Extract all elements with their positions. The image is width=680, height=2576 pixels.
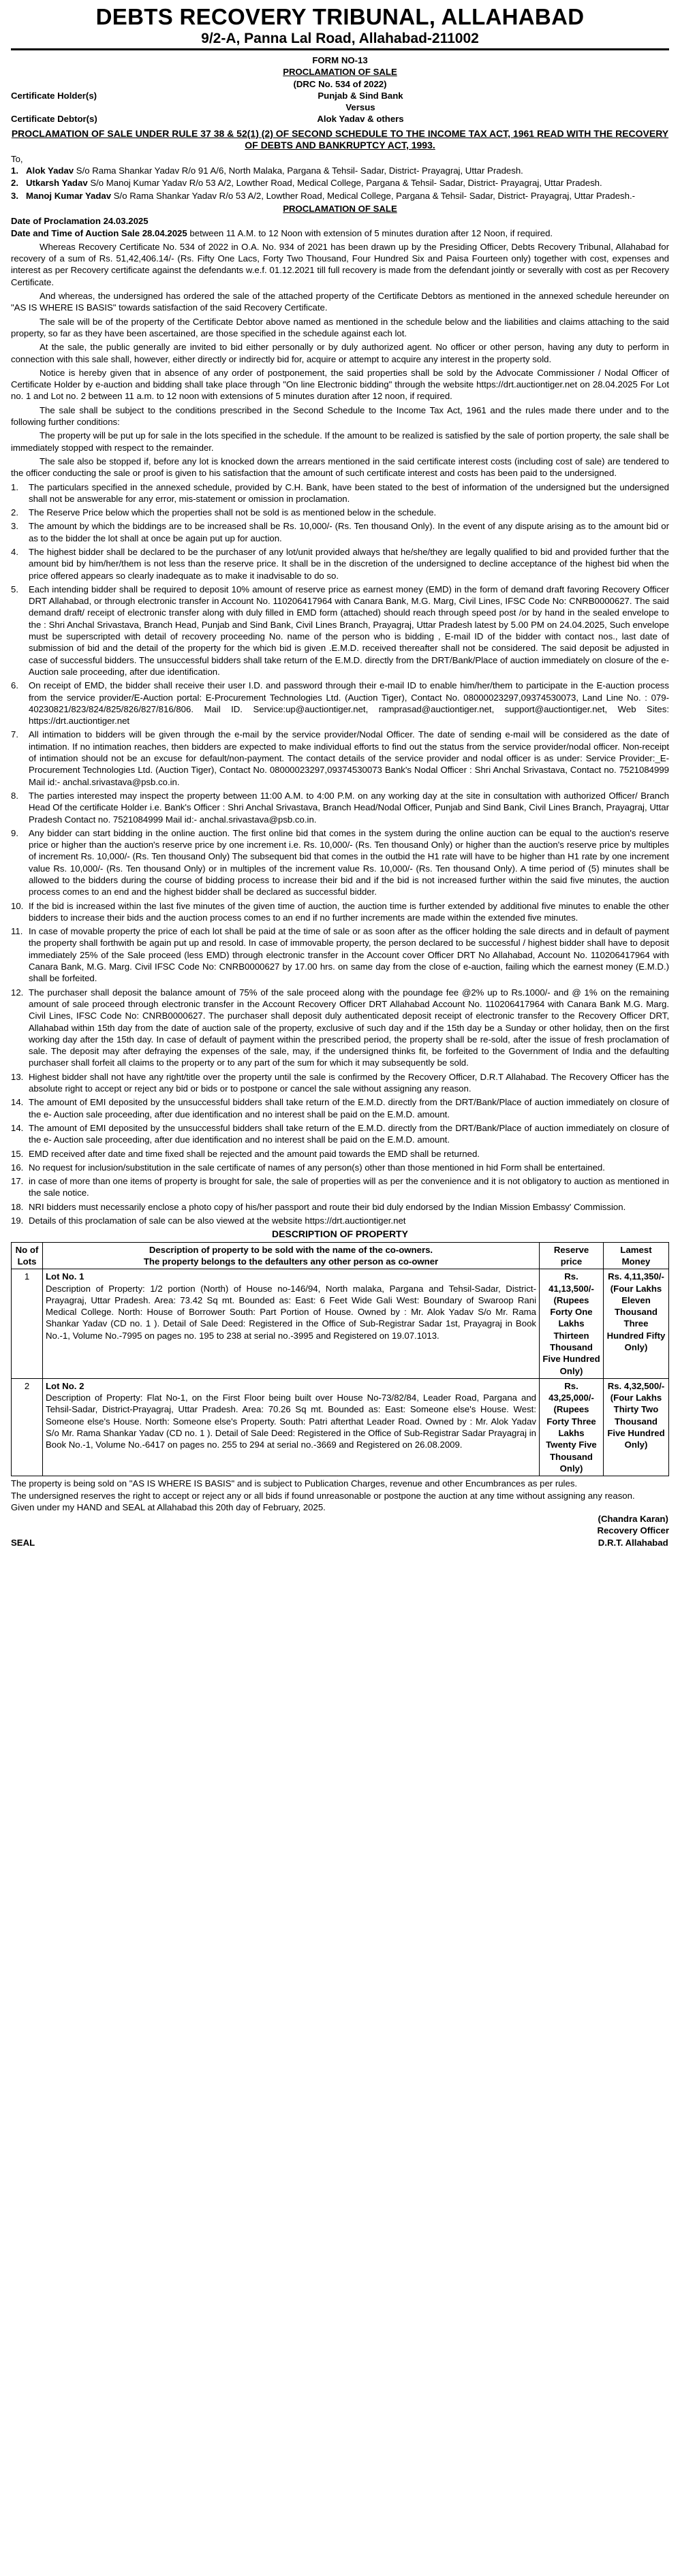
main-heading: PROCLAMATION OF SALE UNDER RULE 37 38 & 52(1) (2) OF SECOND SCHEDULE TO THE INCOME TAX ACT, 1961 READ WITH THE RECOVERY OF DEBTS AND BANKRUPTCY ACT, 1993. (11, 127, 669, 151)
term-number: 1. (11, 481, 18, 492)
debtor-item (11, 177, 669, 189)
term-item (11, 1148, 669, 1160)
term-number: 16. (11, 1162, 24, 1173)
term-item (11, 680, 669, 727)
property-table (11, 1242, 669, 1477)
property-table-body (12, 1269, 669, 1476)
date-of-proclamation: Date of Proclamation 24.03.2025 (11, 216, 149, 227)
terms-list (11, 481, 669, 1227)
debtor-name: Alok Yadav (26, 165, 74, 176)
description-header-line2: The property belongs to the defaulters any other person as co-owner (143, 1256, 439, 1267)
term-item (11, 987, 669, 1069)
term-number: 10. (11, 900, 24, 911)
term-text: No request for inclusion/substitution in the sale certificate of names of any person(s) other than those mentioned in hid Form shall be entertained. (29, 1162, 605, 1173)
debtor-details (26, 165, 669, 176)
intro-paragraph: Whereas Recovery Certificate No. 534 of 2022 in O.A. No. 934 of 2021 has been drawn up by the Presiding Officer, Debts Recovery Tribunal, Allahabad for recovery of a sum of Rs. 51,42,406.14/- (Rs. Fifty One Lacs, Forty Two Thousand, Four Hundred Six and Paisa Fourteen only) together with cost, expenses and interest as per Recovery certificate against the defendants w.e.f. 01.12.2021 till full recovery is made from the defendant jointly or severally with cost as per Recovery Certificate. (11, 241, 669, 287)
term-item (11, 790, 669, 825)
debtor-item (11, 165, 669, 176)
term-text: Highest bidder shall not have any right/title over the property until the sale is confirmed by the Recovery Officer, D.R.T Allahabad. The Recovery Officer has the absolute right to accept or reject any bid or bids or to postpone or cancel the sale without assigning any reason. (29, 1071, 669, 1094)
reserve-price: Rs. 43,25,000/- (Rupees Forty Three Lakhs Twenty Five Thousand Only) (540, 1378, 604, 1476)
tribunal-title: DEBTS RECOVERY TRIBUNAL, ALLAHABAD (95, 4, 585, 29)
term-item (11, 1201, 669, 1213)
description-header (43, 1242, 540, 1269)
term-number: 12. (11, 987, 24, 998)
auction-date-line (11, 227, 669, 239)
intro-paragraphs (11, 241, 669, 479)
term-number: 14. (11, 1122, 24, 1133)
versus-text: Versus (345, 102, 375, 113)
term-text: If the bid is increased within the last five minutes of the given time of auction, the auction time is further extended by additional five minutes to enable the other bidders to increase their bids and the auction process comes to an end if no further increments are made within the extended five minutes. (29, 900, 669, 923)
versus-row (11, 101, 669, 113)
signatory-title: Recovery Officer (597, 1525, 669, 1536)
term-item (11, 520, 669, 544)
intro-paragraph: At the sale, the public generally are invited to bid either personally or by duly authorized agent. No officer or other person, having any duty to perform in connection with this sale shall, however, either directly or indirectly bid for, acquire or attempt to acquire any interest in the property sold. (11, 342, 669, 364)
reserve-price: Rs. 41,13,500/- (Rupees Forty One Lakhs Thirteen Thousand Five Hundred Only) (540, 1269, 604, 1379)
lot-header: No of Lots (12, 1242, 43, 1269)
reserve-header: Reserve price (540, 1242, 604, 1269)
term-item (11, 1122, 669, 1146)
term-number: 2. (11, 507, 18, 518)
signatory-office: D.R.T. Allahabad (598, 1537, 668, 1548)
debtors-list (11, 165, 669, 202)
term-number: 19. (11, 1215, 24, 1226)
closing-note-3: Given under my HAND and SEAL at Allahabad this 20th day of February, 2025. (11, 1501, 326, 1512)
parties-block (11, 90, 669, 125)
term-item (11, 900, 669, 924)
property-details: Description of Property: 1/2 portion (North) of House no-146/94, North malaka, Pargana and Tehsil-Sadar, District- Prayagraj, Uttar Pradesh. Area: 73.42 Sq mt. Bounded as: East: 6 Feet Wide Gali West: Boundary of Swaroop Rani Medical College. North: House of Borrower South: Part Portion of House. Owned by : Mr. Alok Yadav S/o Mr. Rama Shankar Yadav (CD no. 1 ). Detail of Sale Deed: Registered in the Office of Sub-Registrar Sadar 1st, Prayagraj in Book No.-1, Volume No.-7995 on pages no. 195 to 238 at serial no.-3995 and Registered on 19.07.1013. (46, 1283, 536, 1341)
holder-label: Certificate Holder(s) (11, 90, 97, 101)
debtor-number: 3. (11, 190, 18, 201)
term-item (11, 546, 669, 582)
term-number: 13. (11, 1071, 24, 1082)
intro-paragraph: The sale shall be subject to the conditions prescribed in the Second Schedule to the Income Tax Act, 1961 and the rules made there under and to the following further conditions: (11, 404, 669, 428)
closing-note-2: The undersigned reserves the right to accept or reject any or all bids if found unreasonable or postpone the auction at any time without assigning any reason. (11, 1490, 635, 1501)
lot-title: Lot No. 1 (46, 1271, 84, 1282)
auction-date-label: Date and Time of Auction Sale 28.04.2025 (11, 227, 187, 238)
term-number: 18. (11, 1201, 24, 1212)
intro-paragraph: Notice is hereby given that in absence of any order of postponement, the said properties shall be sold by the Advocate Commissioner / Nodal Officer of Certificate Holder by e-auction and bidding shall take place through "On line Electronic bidding" through the website https://drt.auctiontiger.net on 28.04.2025 For Lot no. 1 and Lot no. 2 between 11 a.m. to 12 noon with extensions of 5 minutes duration after 12 noon, if required. (11, 367, 669, 402)
intro-paragraph: The property will be put up for sale in the lots specified in the schedule. If the amount to be realized is satisfied by the sale of portion property, the sale shall be immediately stopped with respect to the remainder. (11, 430, 669, 453)
term-item (11, 729, 669, 787)
debtor-number: 2. (11, 178, 18, 189)
debtor-name: Utkarsh Yadav (26, 178, 88, 189)
form-number: FORM NO-13 (312, 55, 368, 65)
to-label: To, (11, 153, 23, 164)
term-item (11, 584, 669, 678)
term-number: 17. (11, 1176, 24, 1187)
term-number: 3. (11, 521, 18, 532)
debtor-name: Alok Yadav & others (317, 114, 404, 125)
holder-row (11, 90, 669, 101)
signature-row (11, 1513, 669, 1548)
closing-note-1: The property is being sold on "AS IS WHERE IS BASIS" and is subject to Publication Charges, revenue and other Encumbrances as per rules. (11, 1478, 578, 1489)
property-details: Description of Property: Flat No-1, on the First Floor being built over House No-73/82/84, Leader Road, Pargana and Tehsil-Sadar, District-Prayagraj, Uttar Pradesh. Area: 70.26 Sq mt. Bounded as: East: Someone else's House. West: Someone else's House. North: Someone else's Property. South: Patri afterthat Leader Road. Owned by : Mr. Alok Yadav S/o Mr. Rama Shankar Yadav (CD no. 1 ). Detail of Sale Deed: Registered in the Office of Sub-Registrar Sadar Prayagraj in Book No.-1, Volume No.-6417 on pages no. 255 to 294 at serial no.-3669 and Registered on 26.08.2009. (46, 1393, 536, 1450)
term-text: The purchaser shall deposit the balance amount of 75% of the sale proceed along with the poundage fee @2% up to Rs.1000/- and @ 1% on the remaining amount of sale proceed through electronic transfer in the Account Recovery Officer DRT Allahabad Account No. 110206417964 with Canara Bank M.G. Marg. Civil Lines, IFSC Code No: CNRB0000627. The purchaser shall deposit duly authenticated deposit receipt of electronic transfer to the Recovery Officer DRT, Allahabad within 15th day from the date of auction sale of the property, exclusive of such day and if the 15th day be a Sunday or other holiday, then on the first working day after the 15th day. In case of default of payment within the prescribed period, the property shall be re-sold, after the issue of fresh proclamation of sale. The deposit may after defraying the expenses of the sale, may, if the undersigned thinks fit, be forfeited to the Government of India and the defaulting purchaser shall forfeit all claims to the property or to any part of the sum for which it may subsequently be sold. (29, 987, 669, 1068)
term-item (11, 507, 669, 518)
intro-paragraph: And whereas, the undersigned has ordered the sale of the attached property of the Certificate Debtors as mentioned in the annexed schedule hereunder on "AS IS WHERE IS BASIS" towards satisfaction of the said Recovery Certificate. (11, 291, 669, 313)
term-text: The amount of EMI deposited by the unsuccessful bidders shall take return of the E.M.D. directly from the DRT/Bank/Place of auction immediately on closure of the e- Auction sale proceeding, after due identification and no interest shall be paid on the E.M.D. amount. (29, 1097, 669, 1119)
term-item (11, 1175, 669, 1199)
term-text: All intimation to bidders will be given through the e-mail by the service provider/Nodal Officer. The date of sending e-mail will be considered as the date of intimation. If no intimation reaches, then bidders are expected to make individual efforts to find out the status from the service provider/nodal officer. Non-receipt of intimation should not be an excuse for default/non-payment. The contact details of the service provider and nodal officer is as under: Service Provider:_E-Procurement Technologies Ltd. (Auction Tiger), Contact No. 08000023297,09374530073 Bank's Nodal Officer : Shri Anchal Srivastava, Contact no. 7521084999 Mail id:- anchal.srivastava@psb.co.in. (29, 729, 669, 787)
auction-date-detail: between 11 A.M. to 12 Noon with extension of 5 minutes duration after 12 Noon, if required. (187, 227, 553, 238)
debtor-details (26, 177, 669, 189)
term-text: On receipt of EMD, the bidder shall receive their user I.D. and password through their e-mail ID to enable him/her/them to participate in the E-auction process from the service provider/E-Auction portal: E-Procurement Technologies Ltd. (Auction Tiger), Contact No. 08000023297,09374530073, Land Line No. : 079-40230821/823/824/825/826/827/816/806. Mail ID. Service:up@auctiontiger.net, ramprasad@auctiontiger.net, support@auctiontiger.net, Web Sites: https://drt.auctiontiger.net (29, 680, 669, 727)
term-number: 8. (11, 790, 18, 801)
earnest-money: Rs. 4,11,350/- (Four Lakhs Eleven Thousand Three Hundred Fifty Only) (604, 1269, 669, 1379)
term-item (11, 925, 669, 984)
term-item (11, 1162, 669, 1173)
term-item (11, 481, 669, 505)
earnest-money: Rs. 4,32,500/- (Four Lakhs Thirty Two Thousand Five Hundred Only) (604, 1378, 669, 1476)
term-text: In case of movable property the price of each lot shall be paid at the time of sale or as soon after as the officer holding the sale directs and in default of payment the property shall forthwith be again put up and resold. In case of immovable property, the person declared to be successful / highest bidder shall have to deposit immediately 25% of the Sale proceed (less EMD) through electronic transfer in the Account cover Officer DRT No Allahabad, Account No. 110206417964 with Canara Bank, M.G. Marg. Civil IFSC Code No: CNRB0000627 by 17.00 hrs. on same day from the close of e-auction, failing which the earnest money (E.M.D.) shall be forfeited. (29, 926, 669, 984)
lot-title: Lot No. 2 (46, 1380, 84, 1391)
term-number: 4. (11, 546, 18, 557)
emd-header: Lamest Money (604, 1242, 669, 1269)
term-text: The highest bidder shall be declared to be the purchaser of any lot/unit provided always that he/she/they are legally qualified to bid and provided further that the amount bid by him/her/them is not less than the reserve price. It shall be in the discretion of the undersigned to decline acceptance of the highest bid when the price offered appears so clearly inadequate as to make it inadvisable to do so. (29, 546, 669, 581)
table-row (12, 1378, 669, 1476)
term-text: in case of more than one items of property is brought for sale, the sale of properties will as per the convenience and it is not obligatory to auction as mentioned in the sale notice. (29, 1176, 669, 1198)
term-item (11, 827, 669, 898)
debtor-name: Manoj Kumar Yadav (26, 190, 112, 201)
signatory-name: (Chandra Karan) (598, 1514, 668, 1525)
property-description (43, 1378, 540, 1476)
description-header-line1: Description of property to be sold with the name of the co-owners. (149, 1244, 433, 1255)
term-text: The Reserve Price below which the properties shall not be sold is as mentioned below in the schedule. (29, 507, 437, 518)
debtor-row (11, 113, 669, 125)
sale-heading: PROCLAMATION OF SALE (283, 203, 397, 214)
term-text: The parties interested may inspect the property between 11:00 A.M. to 4:00 P.M. on any working day at the site in consultation with authorized Officer/ Branch Head Of the certificate Holder i.e. Bank's Officer : Shri Anchal Srivastava, Branch Head/Nodal Officer, Punjab and Sind Bank, Civil Lines Branch, Prayagraj, Uttar Pradesh Contact no. 7521084999 Mail id:- anchal.srivastava@psb.co.in. (29, 790, 669, 825)
lot-number: 2 (12, 1378, 43, 1476)
debtor-address: S/o Manoj Kumar Yadav R/o 53 A/2, Lowther Road, Medical College, Pargana & Tehsil- Sadar, District- Prayagraj, Uttar Pradesh. (87, 178, 602, 189)
term-text: The amount by which the biddings are to be increased shall be Rs. 10,000/- (Rs. Ten thousand Only). In the event of any dispute arising as to the amount bid or as to the bidder the lot shall at once be again put up for auction. (29, 521, 669, 543)
property-table-header (12, 1242, 669, 1269)
debtor-label: Certificate Debtor(s) (11, 114, 97, 125)
seal-label: SEAL (11, 1537, 35, 1548)
term-number: 9. (11, 827, 18, 838)
holder-name: Punjab & Sind Bank (318, 90, 403, 101)
term-item (11, 1071, 669, 1095)
intro-paragraph: The sale will be of the property of the Certificate Debtor above named as mentioned in the schedule below and the liabilities and claims attaching to the said property, so far as they have been ascertained, are those specified in the schedule against each lot. (11, 316, 669, 338)
case-number: (DRC No. 534 of 2022) (293, 78, 387, 89)
term-number: 14. (11, 1097, 24, 1108)
proclamation-label: PROCLAMATION OF SALE (283, 67, 397, 78)
lot-number: 1 (12, 1269, 43, 1379)
debtor-number: 1. (11, 165, 18, 176)
term-item (11, 1096, 669, 1120)
tribunal-address: 9/2-A, Panna Lal Road, Allahabad-211002 (201, 31, 479, 46)
header-divider (11, 48, 669, 50)
table-row (12, 1269, 669, 1379)
term-text: EMD received after date and time fixed shall be rejected and the amount paid towards the EMD shall be returned. (29, 1148, 480, 1159)
property-heading: DESCRIPTION OF PROPERTY (272, 1228, 408, 1240)
debtor-details (26, 190, 669, 202)
term-number: 7. (11, 729, 18, 740)
term-text: Details of this proclamation of sale can be also viewed at the website https://drt.auctiontiger.net (29, 1215, 406, 1226)
term-item (11, 1215, 669, 1226)
term-text: Each intending bidder shall be required to deposit 10% amount of reserve price as earnest money (EMD) in the form of demand draft favoring Recovery Officer DRT Allahabad, or through electronic transfer in Account No. 110206417964 with Canara Bank, M.G. Marg, Civil Lines, IFSC Code No: CNRB0000627. The said demand draft/ receipt of electronic transfer along with duly filled in EMD form (attached) should reach through speed post /or by hand in the sealed envelope to the : Shri Anchal Srivastava, Branch Head, Punjab and Sind Bank, Civil Lines Branch, Prayagraj, Uttar Pradesh latest by 5.00 PM on 24.04.2025, Such envelope must be superscripted with detail of recovery proceeding No. name of the person who is bidding , E-mail ID of the bidder with contact nos., last date of submission of bid and the detail of the property for the which bid is given .E.M.D. received thereafter shall not be considered. The said deposit be adjusted in case of successful bidders. The unsuccessful bidders shall take return of the E.M.D. directly from the DRT/Bank/Place of auction immediately on closure of the e-Auction sale proceeding, after due identification. (29, 584, 669, 677)
term-text: NRI bidders must necessarily enclose a photo copy of his/her passport and route their bid duly endorsed by the Indian Mission Embassy' Commission. (29, 1201, 626, 1212)
closing-notes (11, 1478, 669, 1548)
term-text: Any bidder can start bidding in the online auction. The first online bid that comes in the system during the online auction can be equal to the auction's reserve price or higher than the auction's reserve price by one increment i.e. Rs. 10,000/- (Rs. Ten thousand Only) or higher than the auction's reserve price by multiples of increment Rs. 10,000/- (Rs. Ten thousand Only) The subsequent bid that comes in the outbid the H1 rate will have to be higher than H1 rate by one increment value Rs. 10,000/- (Rs. Ten thousand Only) or in multiples of the increment value Rs. 10,000/- (Rs. Ten thousand Only). A time period of (5) minutes shall be allowed to the bidders during the course of bidding process to increase their bid and if the bid is not increased further within the said five minutes, the auction process comes to an end and the highest bidder shall be declared as successful bidder. (29, 827, 669, 897)
debtor-address: S/o Rama Shankar Yadav R/o 91 A/6, North Malaka, Pargana & Tehsil- Sadar, District- Prayagraj, Uttar Pradesh. (74, 165, 523, 176)
intro-paragraph: The sale also be stopped if, before any lot is knocked down the arrears mentioned in the said certificate interest costs (including cost of sale) are tendered to the officer conducting the sale or proof is given to his satisfaction that the amount of such certificate interest and costs has been paid to the undersigned. (11, 456, 669, 479)
term-number: 5. (11, 584, 18, 594)
term-number: 11. (11, 926, 23, 937)
term-text: The amount of EMI deposited by the unsuccessful bidders shall take return of the E.M.D. directly from the DRT/Bank/Place of auction immediately on closure of the e- Auction sale proceeding, after due identification and no interest shall be paid on the E.M.D. amount. (29, 1122, 669, 1145)
property-description (43, 1269, 540, 1379)
debtor-item (11, 190, 669, 202)
term-text: The particulars specified in the annexed schedule, provided by C.H. Bank, have been stated to the best of information of the undersigned but the undersigned shall not be answerable for any error, mis-statement or omission in proclamation. (29, 481, 669, 504)
debtor-address: S/o Rama Shankar Yadav R/o 53 A/2, Lowther Road, Medical College, Pargana & Tehsil- Sadar, District- Prayagraj, Uttar Pradesh.- (111, 190, 636, 201)
term-number: 6. (11, 680, 18, 691)
signature-block (597, 1513, 669, 1548)
term-number: 15. (11, 1148, 24, 1159)
